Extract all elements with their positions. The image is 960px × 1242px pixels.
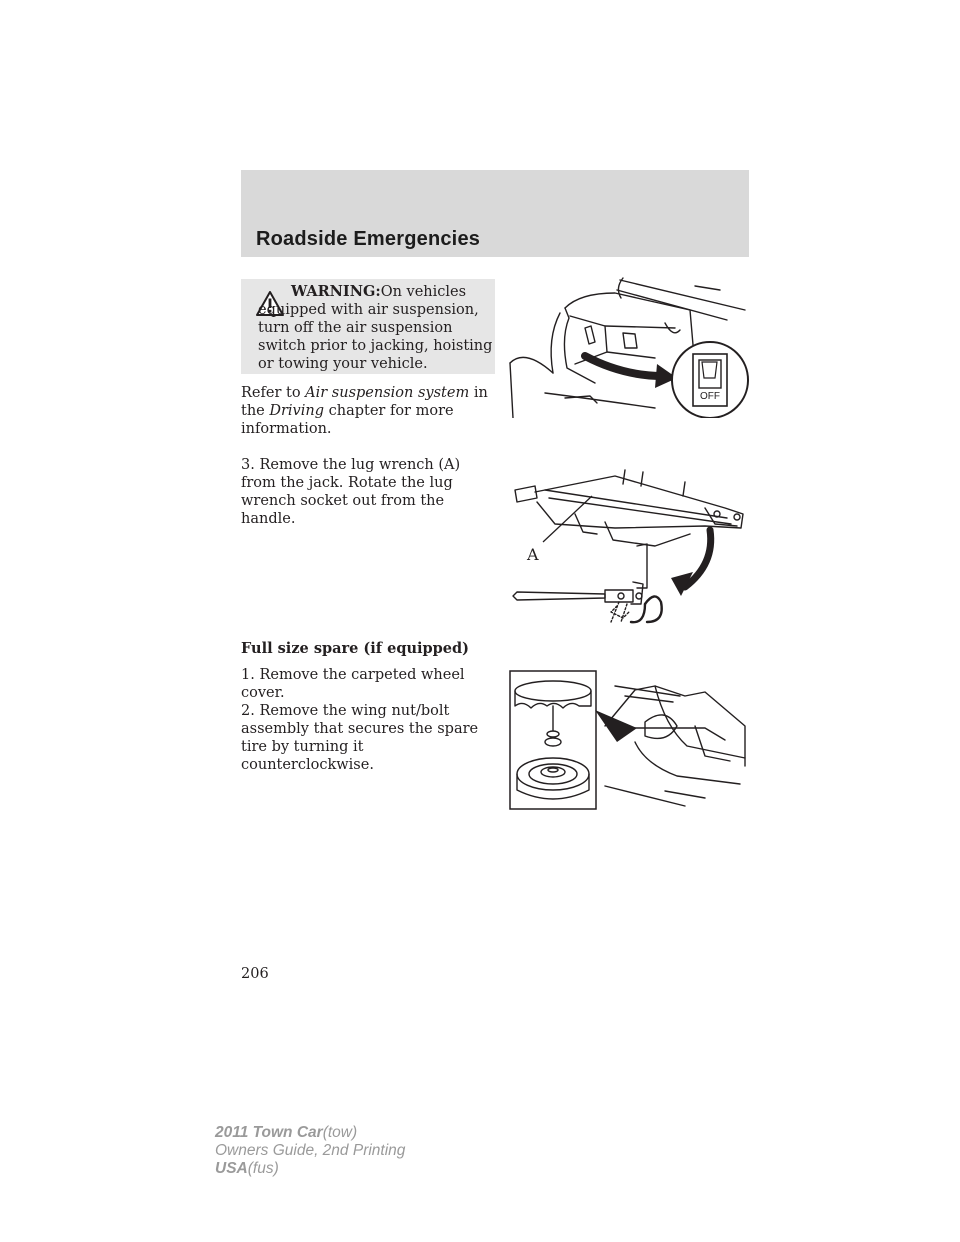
- step-2-text: 2. Remove the wing nut/bolt assembly that secures the spare tire by turning it counterclockwise.: [241, 703, 479, 773]
- air-suspension-switch-figure: [505, 268, 750, 418]
- footer: [215, 1124, 405, 1178]
- lug-wrench-jack-figure: [505, 462, 750, 630]
- warning-label: WARNING:: [291, 283, 381, 300]
- refer-mid: in the: [241, 385, 488, 419]
- section-heading: [241, 640, 491, 658]
- footer-market: USA: [215, 1160, 248, 1177]
- footer-model: 2011 Town Car: [215, 1124, 323, 1141]
- section-title: Roadside Emergencies: [256, 228, 481, 250]
- refer-air-suspension-link: Air suspension system: [305, 385, 470, 401]
- footer-market-code: (fus): [247, 1160, 279, 1177]
- step-1-text: 1. Remove the carpeted wheel cover.: [241, 667, 465, 701]
- refer-prefix: Refer to: [241, 385, 306, 401]
- page-number: 206: [241, 966, 269, 982]
- wrench-callout-label: A: [527, 545, 539, 564]
- footer-line-3: [215, 1160, 405, 1178]
- warning-text: [258, 283, 494, 373]
- step-3-text: 3. Remove the lug wrench (A) from the jack. Rotate the lug wrench socket out from the handle.: [241, 457, 461, 527]
- warning-body: On vehicles equipped with air suspension, turn off the air suspension switch prior to jacking, hoisting or towing your vehicle.: [258, 284, 493, 372]
- warning-box: [241, 279, 495, 374]
- footer-model-code: (tow): [322, 1124, 358, 1141]
- refer-paragraph: [241, 384, 491, 438]
- section-heading-text: Full size spare (if equipped): [241, 640, 470, 657]
- refer-driving-link: Driving: [269, 403, 325, 419]
- section-header: [241, 170, 749, 257]
- switch-off-label: OFF: [700, 391, 720, 402]
- refer-suffix: chapter for more information.: [241, 403, 454, 437]
- footer-line-1: [215, 1124, 405, 1142]
- footer-line-2: Owners Guide, 2nd Printing: [215, 1142, 406, 1159]
- spare-tire-figure: [505, 666, 750, 814]
